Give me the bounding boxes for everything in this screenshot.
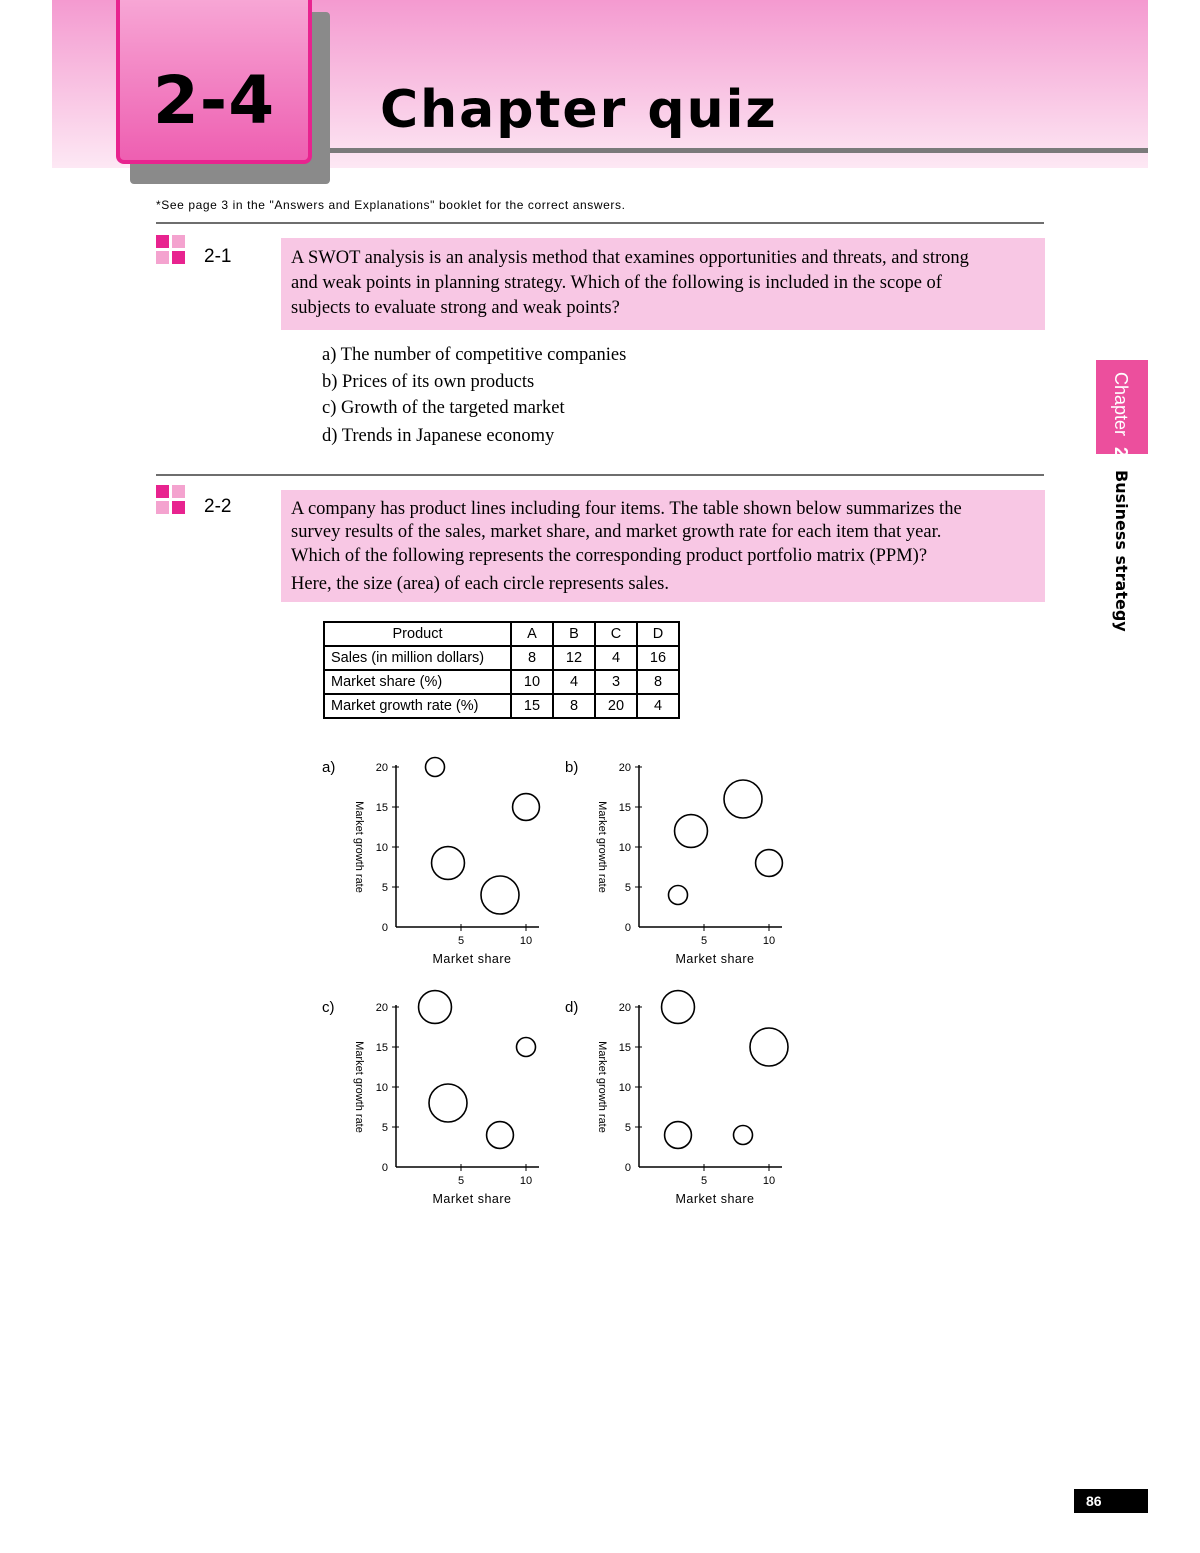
- side-tab-chapter-label: Chapter: [1111, 372, 1131, 437]
- question-line: A SWOT analysis is an analysis method that examines opportunities and threats, and strong: [291, 248, 969, 268]
- side-tab-text: [1096, 372, 1148, 632]
- bubble: [432, 847, 465, 880]
- x-tick-label: 10: [519, 1175, 533, 1187]
- y-tick-label: 20: [618, 762, 631, 774]
- question-line: A company has product lines including four items. The table shown below summarizes the: [291, 499, 962, 519]
- x-tick-label: 10: [762, 1175, 776, 1187]
- table-cell: 10: [511, 670, 553, 694]
- table-cell: 8: [553, 694, 595, 718]
- y-tick-label: 10: [618, 1082, 631, 1094]
- question-line: and weak points in planning strategy. Which of the following is included in the scope of: [291, 273, 942, 293]
- y-tick-label: 5: [624, 882, 631, 894]
- y-tick-label: 10: [375, 842, 388, 854]
- table-cell: 4: [553, 670, 595, 694]
- chart-label: d): [565, 999, 579, 1016]
- table-cell: A: [511, 622, 553, 646]
- y-axis-label: Market growth rate: [596, 801, 608, 893]
- y-tick-label: 5: [624, 1122, 631, 1134]
- chapter-number: 2-4: [152, 62, 276, 139]
- answers-note: *See page 3 in the "Answers and Explanations" booklet for the correct answers.: [156, 198, 626, 212]
- choice-c: c) Growth of the targeted market: [322, 398, 565, 418]
- page-number: 86: [1074, 1489, 1148, 1513]
- y-axis-label: Market growth rate: [596, 1041, 608, 1133]
- y-tick-label: 20: [375, 1002, 388, 1014]
- question-number: 2-1: [204, 246, 232, 267]
- y-tick-label: 15: [618, 1042, 631, 1054]
- side-tab-chapter-number: 2: [1111, 447, 1131, 458]
- question-line: subjects to evaluate strong and weak points?: [291, 298, 620, 318]
- chart-label: a): [322, 759, 336, 776]
- table-cell: 16: [637, 646, 679, 670]
- bubble: [669, 886, 688, 905]
- side-tab-chapter-name: Business strategy: [1112, 470, 1131, 632]
- y-tick-label: 0: [624, 922, 631, 934]
- table-cell: Market share (%): [324, 670, 511, 694]
- y-axis-label: Market growth rate: [353, 1041, 365, 1133]
- question-line: Which of the following represents the corresponding product portfolio matrix (PPM)?: [291, 546, 928, 566]
- choice-a: a) The number of competitive companies: [322, 345, 627, 365]
- y-tick-label: 5: [381, 882, 388, 894]
- x-axis-label: Market share: [675, 1192, 755, 1206]
- choice-d: d) Trends in Japanese economy: [322, 426, 555, 446]
- bubble: [665, 1122, 692, 1149]
- table-cell: B: [553, 622, 595, 646]
- x-tick-label: 5: [457, 1175, 465, 1187]
- table-cell: 8: [637, 670, 679, 694]
- y-tick-label: 20: [618, 1002, 631, 1014]
- x-tick-label: 10: [762, 935, 776, 947]
- table-cell: Product: [324, 622, 511, 646]
- bubble: [662, 991, 695, 1024]
- y-tick-label: 10: [375, 1082, 388, 1094]
- y-axis-label: Market growth rate: [353, 801, 365, 893]
- bubble: [517, 1038, 536, 1057]
- x-tick-label: 5: [700, 1175, 708, 1187]
- x-axis-label: Market share: [432, 1192, 512, 1206]
- chart-label: c): [322, 999, 335, 1016]
- bubble: [675, 815, 708, 848]
- choice-b: b) Prices of its own products: [322, 372, 535, 392]
- y-tick-label: 5: [381, 1122, 388, 1134]
- bubble: [724, 780, 762, 818]
- chart-label: b): [565, 759, 579, 776]
- y-tick-label: 0: [381, 922, 388, 934]
- bubble: [734, 1126, 753, 1145]
- table-cell: 4: [595, 646, 637, 670]
- y-tick-label: 0: [381, 1162, 388, 1174]
- bubble: [426, 758, 445, 777]
- bubble: [487, 1122, 514, 1149]
- table-cell: 20: [595, 694, 637, 718]
- table-cell: 3: [595, 670, 637, 694]
- x-tick-label: 10: [519, 935, 533, 947]
- bubble: [429, 1084, 467, 1122]
- table-cell: Sales (in million dollars): [324, 646, 511, 670]
- side-tab-vertical: [1110, 372, 1131, 632]
- table-cell: D: [637, 622, 679, 646]
- table-cell: 4: [637, 694, 679, 718]
- bubble: [419, 991, 452, 1024]
- table-cell: 12: [553, 646, 595, 670]
- table-cell: 8: [511, 646, 553, 670]
- y-tick-label: 0: [624, 1162, 631, 1174]
- page-title: Chapter quiz: [380, 80, 778, 140]
- table-cell: C: [595, 622, 637, 646]
- bubble: [750, 1028, 788, 1066]
- question-line: Here, the size (area) of each circle represents sales.: [291, 574, 669, 594]
- y-tick-label: 15: [375, 802, 388, 814]
- y-tick-label: 15: [618, 802, 631, 814]
- y-tick-label: 20: [375, 762, 388, 774]
- x-axis-label: Market share: [675, 952, 755, 966]
- table-cell: Market growth rate (%): [324, 694, 511, 718]
- bubble: [481, 876, 519, 914]
- x-tick-label: 5: [700, 935, 708, 947]
- question-number: 2-2: [204, 496, 232, 517]
- table-cell: 15: [511, 694, 553, 718]
- x-axis-label: Market share: [432, 952, 512, 966]
- bubble: [513, 794, 540, 821]
- x-tick-label: 5: [457, 935, 465, 947]
- y-tick-label: 15: [375, 1042, 388, 1054]
- bubble: [756, 850, 783, 877]
- y-tick-label: 10: [618, 842, 631, 854]
- question-line: survey results of the sales, market share, and market growth rate for each item that year.: [291, 522, 942, 542]
